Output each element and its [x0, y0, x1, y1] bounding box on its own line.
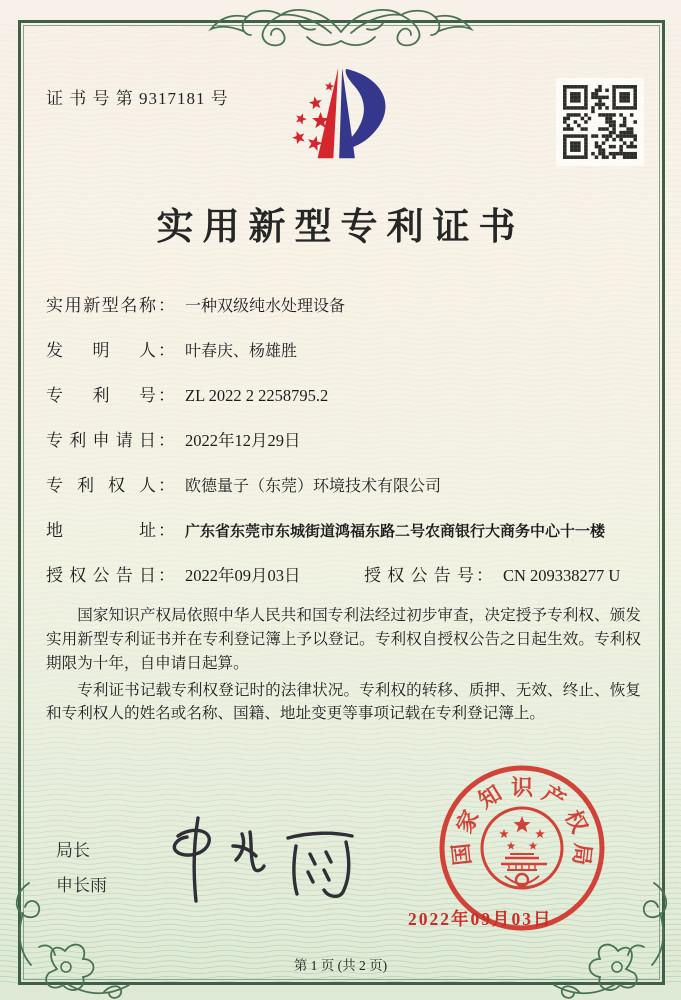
svg-text:知: 知 [474, 780, 506, 814]
field-value: 叶春庆、杨雄胜 [185, 343, 298, 360]
svg-text:产: 产 [538, 780, 570, 814]
field-label: 实用新型名称 [46, 296, 156, 315]
field-colon: ： [158, 296, 175, 315]
grant-date-value: 2022年09月03日 [185, 566, 301, 585]
field-label: 地址 [46, 521, 156, 540]
commissioner-title: 局长 [56, 841, 90, 860]
field-colon: ： [158, 341, 175, 360]
certificate-title: 实用新型专利证书 [156, 207, 525, 248]
legal-paragraph-1: 国家知识产权局依照中华人民共和国专利法经过初步审查，决定授予专利权、颁发实用新型专利证书并在专利登记簿上予以登记。专利权自授权公告之日起生效。专利权期限为十年，自申请日起算。 [46, 607, 641, 672]
svg-text:家: 家 [451, 806, 484, 837]
cnipa-logo-icon [286, 60, 414, 170]
grant-number-value: CN 209338277 U [503, 566, 621, 585]
field-label: 专利号 [46, 386, 156, 405]
grant-number-label: 授权公告号 [364, 566, 474, 585]
field-value: 2022年12月29日 [185, 431, 301, 450]
field-colon: ： [158, 521, 175, 540]
field-colon: ： [158, 386, 175, 405]
field-row-name [46, 291, 639, 313]
handwritten-signature-icon [138, 806, 378, 911]
seal-date: 2022年09月03日 [408, 909, 553, 929]
svg-text:国: 国 [448, 842, 476, 867]
field-value: ZL 2022 2 2258795.2 [185, 386, 329, 405]
field-colon: ： [476, 566, 493, 585]
qr-code-icon [556, 78, 644, 166]
field-value: 一种双级纯水处理设备 [185, 298, 346, 315]
field-row-inventors [46, 336, 639, 358]
field-colon: ： [158, 566, 175, 585]
field-row-address [46, 516, 639, 538]
field-row-patentee [46, 471, 639, 493]
field-value: 广东省东莞市东城街道鸿福东路二号农商银行大商务中心十一楼 [185, 523, 606, 540]
field-label: 发明人 [46, 341, 156, 360]
field-row-grant [46, 561, 639, 583]
field-value: 欧德量子（东莞）环境技术有限公司 [185, 478, 442, 495]
page-number: 第 1 页 (共 2 页) [293, 958, 388, 973]
field-label: 专利申请日 [46, 431, 156, 450]
svg-text:识: 识 [510, 775, 534, 800]
svg-text:局: 局 [568, 842, 596, 867]
svg-text:权: 权 [560, 806, 593, 837]
field-row-patent-number [46, 381, 639, 403]
field-label: 专利权人 [46, 476, 156, 495]
certificate-number: 证 书 号 第 9317181 号 [46, 89, 229, 108]
field-row-filing-date [46, 426, 639, 448]
field-colon: ： [158, 476, 175, 495]
legal-text [46, 604, 641, 729]
commissioner-name: 申长雨 [56, 876, 107, 895]
legal-paragraph-2: 专利证书记载专利权登记时的法律状况。专利权的转移、质押、无效、终止、恢复和专利权人的姓名或名称、国籍、地址变更等事项记载在专利登记簿上。 [46, 681, 641, 723]
field-colon: ： [158, 431, 175, 450]
field-list [46, 291, 639, 606]
grant-date-label: 授权公告日 [46, 566, 156, 585]
